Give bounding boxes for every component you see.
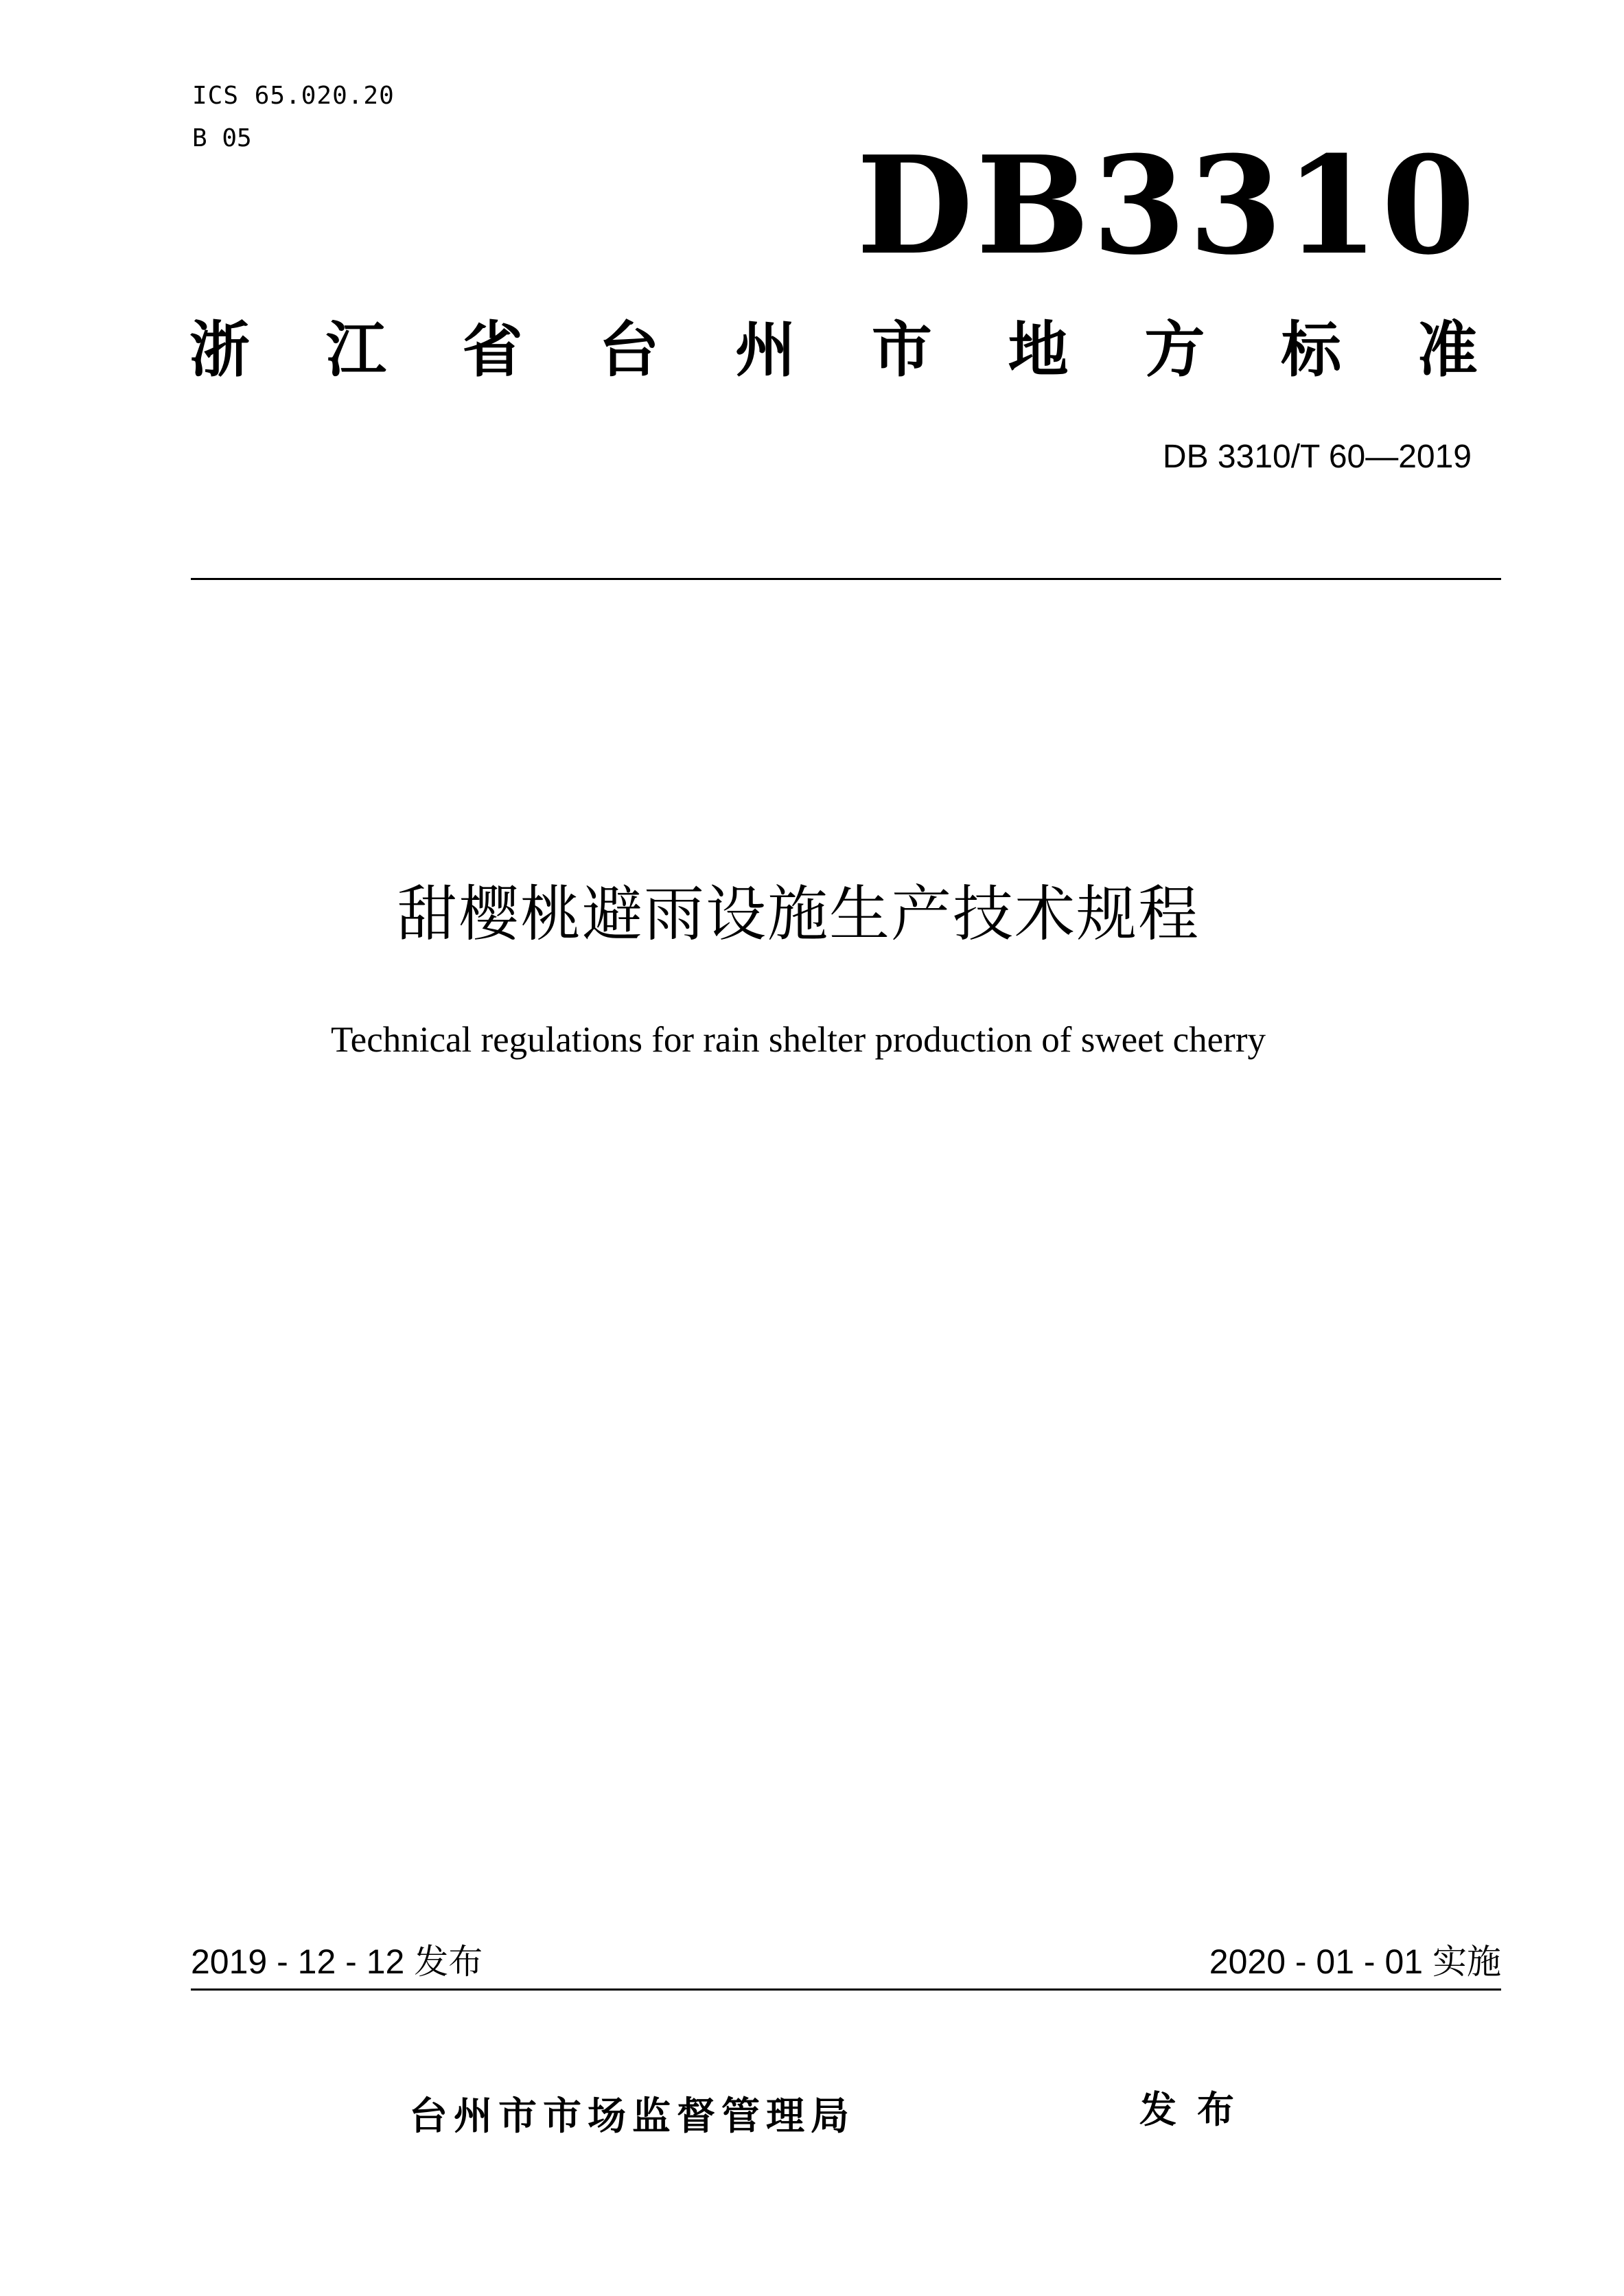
standard-type-char: 台 [599,314,660,385]
header-divider [191,578,1501,580]
document-title-chinese: 甜樱桃避雨设施生产技术规程 [396,879,1200,949]
standard-type-char: 州 [735,314,796,385]
standard-type [189,312,1478,388]
standard-type-char: 标 [1281,314,1342,385]
release-date: 2019 - 12 - 12 发布 [191,1943,483,1981]
footer-divider [191,1988,1501,1991]
issue-label: 发布 [1139,2088,1255,2131]
standard-number: DB 3310/T 60—2019 [1162,439,1472,475]
standard-type-char: 省 [462,314,523,385]
standard-type-char: 地 [1008,314,1069,385]
standard-type-char: 方 [1144,314,1205,385]
implementation-date: 2020 - 01 - 01 实施 [1209,1943,1501,1981]
issuing-authority: 台州市市场监督管理局 [409,2094,855,2139]
standard-type-char: 准 [1417,314,1478,385]
standard-code: DB3310 [856,127,1478,285]
ccs-code: B 05 [192,124,252,152]
standard-type-char: 浙 [189,314,251,385]
document-title-english: Technical regulations for rain shelter production of sweet cherry [331,1020,1266,1060]
standard-type-char: 江 [325,314,386,385]
ics-code: ICS 65.020.20 [192,82,395,110]
standard-type-char: 市 [871,314,932,385]
